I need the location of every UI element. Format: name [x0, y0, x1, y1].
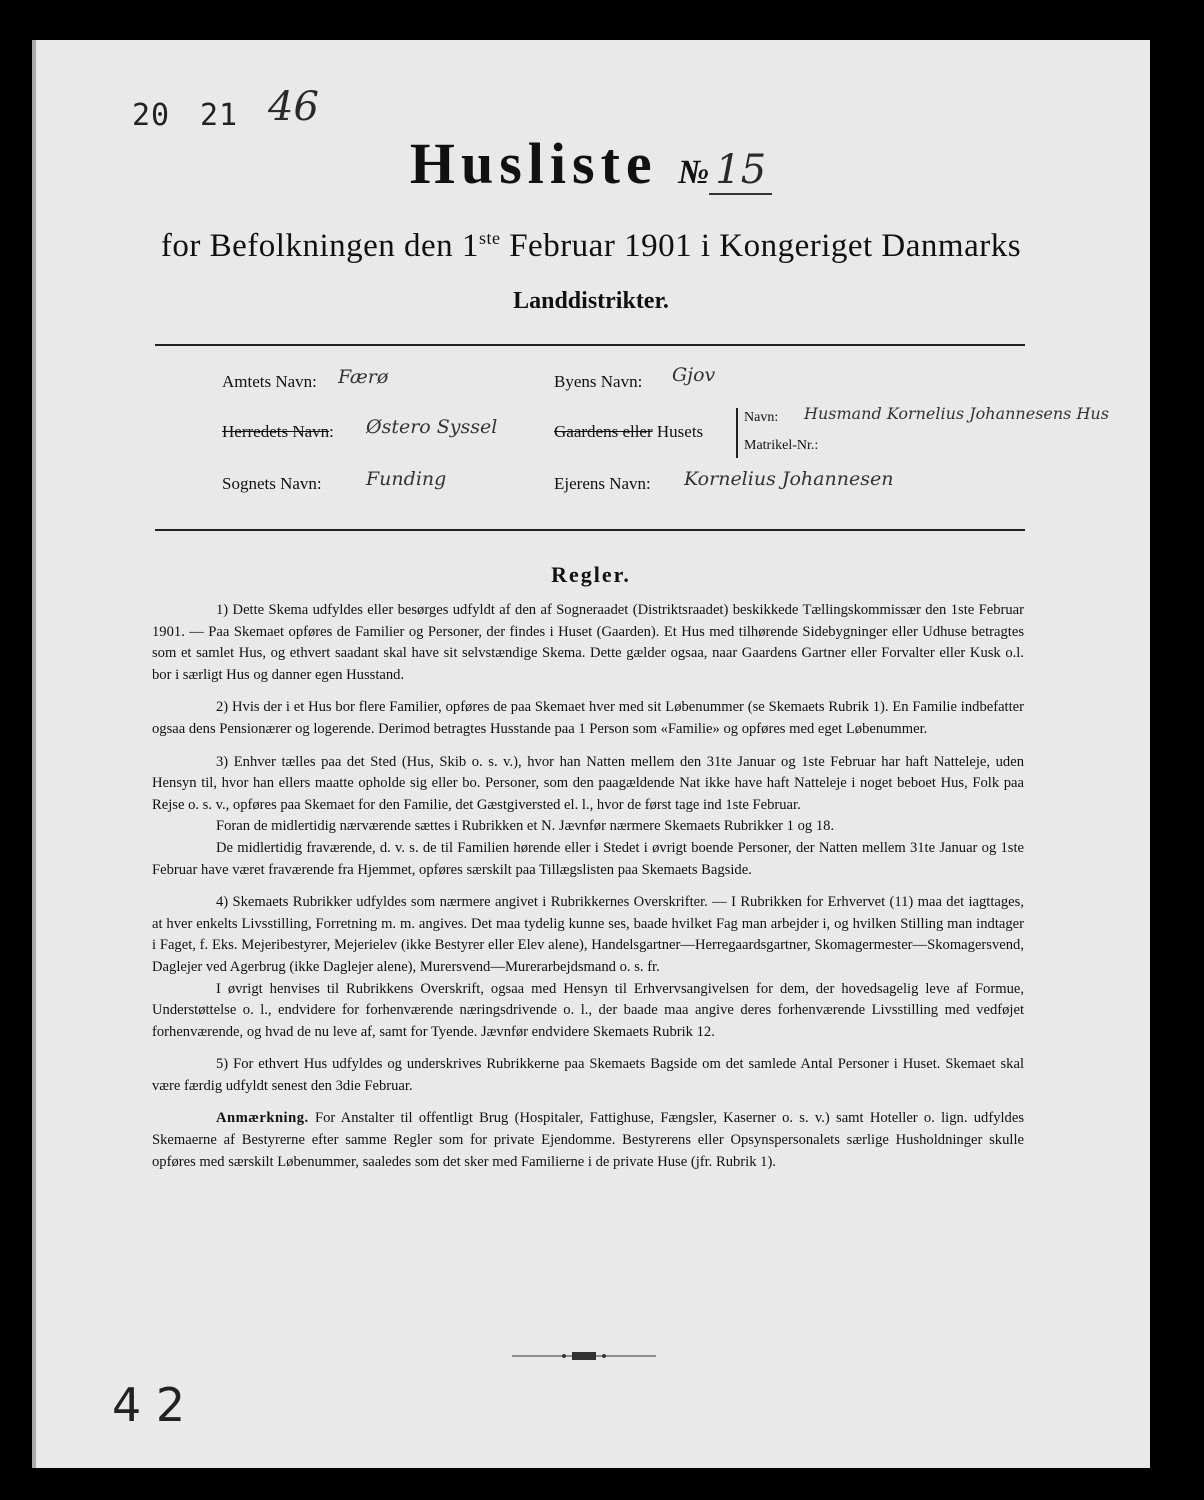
rule-2: 2) Hvis der i et Hus bor flere Familier, opføres de paa Skemaet hver med sit Løbenummer (se Skemaets Rubrik 1). En Familie indbefatter ogsaa dens Pensionærer og logerende. Derimod betragtes Husstande paa 1 Person som «Familie» og opføres med eget Løbenummer.: [152, 699, 1024, 737]
ejer-label: Ejerens Navn:: [554, 474, 651, 493]
by-label: Byens Navn:: [554, 372, 643, 391]
amt-label: Amtets Navn:: [222, 372, 317, 391]
title-text: Husliste: [409, 131, 658, 196]
note-label: Anmærkning.: [216, 1110, 309, 1127]
rule-5: 5) For ethvert Hus udfyldes og underskrives Rubrikkerne paa Skemaets Bagside om det samlede Antal Personer i Huset. Skemaet skal være færdig udfyldt senest den 3die Februar.: [152, 1056, 1024, 1094]
navn-label: Navn:: [744, 410, 779, 425]
subtitle-part-2: Februar 1901 i Kongeriget Danmarks: [500, 228, 1022, 264]
huset-label-text: Husets: [656, 422, 704, 441]
herred-label-colon: :: [329, 422, 334, 441]
number-prefix: №: [678, 154, 710, 191]
note-text: For Anstalter til offentligt Brug (Hospitaler, Fattighuse, Fængsler, Kaserner o. s. v.) samt Hoteller o. lign. udfyldes Skemaerne af Bestyrerne efter samme Regler som for private Ejendomme. Bestyrerens eller Opsynspersonalets særlige Husholdninger skulle opføres med særskilt Løbenummer, saaledes som det sker med Familierne i de private Huse (jfr. Rubrik 1).: [152, 1110, 1024, 1170]
subtitle-sup: ste: [478, 228, 501, 248]
rule-note: [152, 1108, 1024, 1173]
navn-value: Husmand Kornelius Johannesens Hus: [804, 404, 1109, 423]
ejer-value: Kornelius Johannesen: [684, 468, 894, 490]
husliste-number: 15: [709, 147, 772, 195]
subtitle: [32, 228, 1150, 265]
huset-label: [554, 422, 703, 442]
sogn-value: Funding: [366, 468, 447, 490]
district-heading: Landdistrikter.: [513, 288, 669, 314]
ornament-divider: [512, 1350, 656, 1362]
herred-label-struck: Herredets Navn: [222, 422, 330, 441]
census-sheet: [32, 40, 1150, 1468]
amt-value: Færø: [338, 366, 389, 388]
sogn-label: Sognets Navn:: [222, 474, 322, 493]
herred-label: [222, 422, 334, 442]
divider-top: [155, 344, 1025, 346]
rule-4b: I øvrigt henvises til Rubrikkens Overskrift, ogsaa med Hensyn til Erhvervsangivelsen for dem, der hovedsagelig leve af Formue, Understøttelse o. l., endvidere for forhenværende næringsdrivende o. l., der baade maa angive deres forhenværende Livsstilling med vedføjet forhenværende, og hvad de nu leve af, samt for Tyende. Jævnfør endvidere Skemaets Rubrik 12.: [152, 980, 1024, 1040]
rule-1: 1) Dette Skema udfyldes eller besørges udfyldt af den af Sogneraadet (Distriktsraadet) beskikkede Tællingskommissær den 1ste Februar 1901. — Paa Skemaet opføres de Familier og Personer, der findes i Huset (Gaarden). Et Hus med tilhørende Sidebygninger eller Udhuse betragtes som et samlet Hus, og ethvert saadant skal have sit selvstændige Skema. Dette gælder ogsaa, naar Gaardens Gartner eller Forvalter eller Kusk o.l. bor i særligt Hus og danner egen Husstand.: [152, 602, 1024, 683]
stamp-number-1: 20: [132, 98, 171, 133]
page-title: [32, 130, 1150, 197]
rule-4a: 4) Skemaets Rubrikker udfyldes som nærmere angivet i Rubrikkernes Overskrifter. — I Rubrikken for Erhvervet (11) maa det iagttages, at hver enkelts Livsstilling, Forretning m. m. angives. Det maa tydelig kunne ses, baade hvilket Fag man arbejder i, og hvilken Stilling man indtager i Faget, f. Eks. Mejeribestyrer, Mejerielev (ikke Bestyrer eller Elev alene), Handelsgartner—Herregaardsgartner, Skomagermester—Skomagersvend, Daglejer ved Agerbrug (ikke Daglejer alene), Murersvend—Murerarbejdsmand o. s. fr.: [152, 894, 1024, 975]
herred-value: Østero Syssel: [366, 416, 498, 438]
handwritten-bottom-number: 4 2: [112, 1378, 186, 1432]
rule-3a: 3) Enhver tælles paa det Sted (Hus, Skib o. s. v.), hvor han Natten mellem den 31te Januar og 1ste Februar har haft Natteleje, uden Hensyn til, hvor han ellers maatte opholde sig eller bo. Personer, som den paagældende Nat ikke have haft Natteleje i noget beboet Hus, Folk paa Rejse o. s. v., opføres paa Skemaet for den Familie, det Gæstgiversted el. l., hvor de først tage ind 1ste Februar.: [152, 753, 1024, 813]
gaard-label-struck: Gaardens eller: [554, 422, 653, 441]
subtitle-part-1: for Befolkningen den 1: [160, 228, 479, 264]
rules-body: [152, 600, 1024, 1184]
matrikel-label: Matrikel-Nr.:: [744, 438, 819, 453]
bracket-line: [736, 408, 738, 458]
by-value: Gjov: [672, 364, 716, 386]
divider-bottom: [155, 529, 1025, 531]
stamp-number-2: 21: [200, 98, 239, 133]
handwritten-page-number: 46: [268, 84, 319, 130]
rule-3b: Foran de midlertidig nærværende sættes i Rubrikken et N. Jævnfør nærmere Skemaets Rubrikker 1 og 18.: [216, 818, 835, 835]
rule-3c: De midlertidig fraværende, d. v. s. de til Familien hørende eller i Stedet i øvrigt boende Personer, der Natten mellem 31te Januar og 1ste Februar have været fraværende fra Hjemmet, opføres særskilt paa Tillægslisten paa Skemaets Bagside.: [152, 839, 1024, 878]
rules-heading: Regler.: [551, 562, 631, 587]
